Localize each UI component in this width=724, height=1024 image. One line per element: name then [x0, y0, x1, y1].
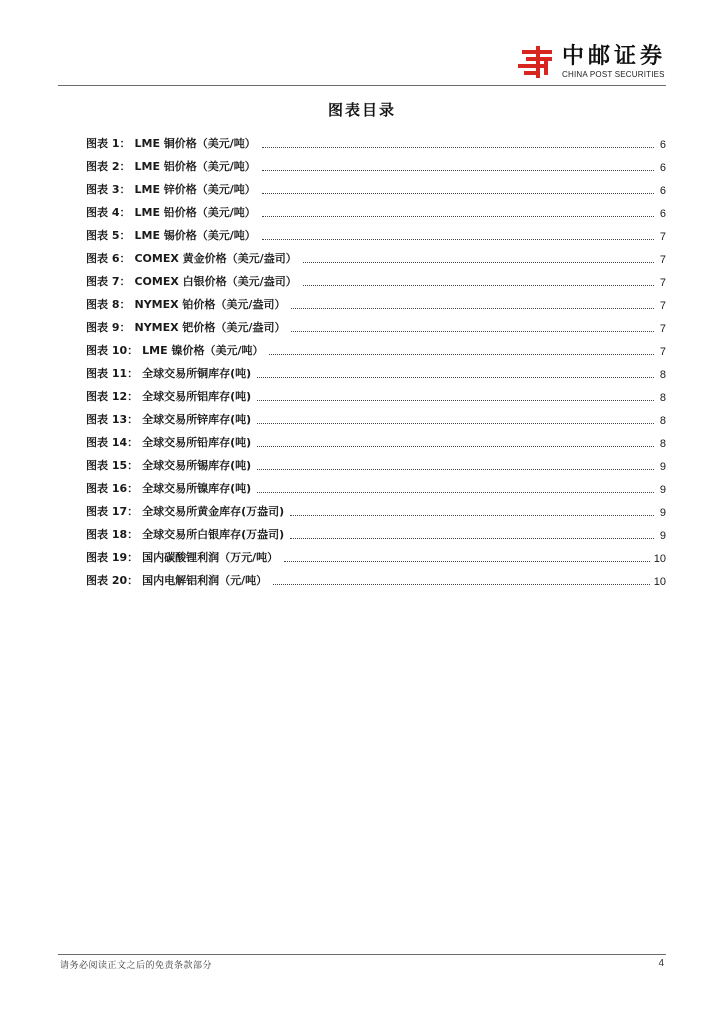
toc-entry-page: 10 — [653, 553, 666, 565]
toc-entry-label: 图表 20： — [86, 574, 139, 587]
toc-entry[interactable] — [86, 312, 666, 335]
toc-dot-leader — [257, 377, 654, 378]
toc-entry-page: 9 — [659, 507, 666, 519]
toc-dot-leader — [303, 285, 654, 286]
toc-entry[interactable] — [86, 174, 666, 197]
toc-entry[interactable] — [86, 404, 666, 427]
toc-entry-page: 7 — [659, 277, 666, 289]
toc-entry-title: 全球交易所铝库存(吨) — [142, 390, 252, 403]
toc-dot-leader — [257, 423, 654, 424]
toc-entry-title: LME 铅价格（美元/吨） — [134, 206, 256, 219]
toc-entry-label: 图表 9： — [86, 321, 131, 334]
toc-entry-page: 9 — [659, 461, 666, 473]
toc-entry[interactable] — [86, 335, 666, 358]
toc-entry[interactable] — [86, 358, 666, 381]
toc-entry-title: NYMEX 钯价格（美元/盎司） — [134, 321, 286, 334]
toc-entry[interactable] — [86, 496, 666, 519]
toc-entry[interactable] — [86, 197, 666, 220]
toc-entry-title: LME 铝价格（美元/吨） — [134, 160, 256, 173]
toc-dot-leader — [291, 331, 654, 332]
toc-dot-leader — [257, 492, 654, 493]
toc-entry-title: COMEX 白银价格（美元/盎司） — [134, 275, 297, 288]
toc-entry-label: 图表 15： — [86, 459, 139, 472]
toc-dot-leader — [273, 584, 650, 585]
toc-entry-title: LME 锡价格（美元/吨） — [134, 229, 256, 242]
toc-entry[interactable] — [86, 128, 666, 151]
toc-entry-title: 全球交易所铅库存(吨) — [142, 436, 252, 449]
toc-entry-title: NYMEX 铂价格（美元/盎司） — [134, 298, 286, 311]
footer-disclaimer: 请务必阅读正文之后的免责条款部分 — [60, 961, 213, 971]
footer-divider — [58, 954, 666, 955]
toc-dot-leader — [262, 170, 654, 171]
toc-entry-title: 全球交易所锌库存(吨) — [142, 413, 252, 426]
toc-entry[interactable] — [86, 565, 666, 588]
page-header — [0, 0, 724, 86]
toc-entry-title: 全球交易所镍库存(吨) — [142, 482, 252, 495]
toc-dot-leader — [257, 400, 654, 401]
toc-entry-label: 图表 16： — [86, 482, 139, 495]
toc-entry-page: 8 — [659, 392, 666, 404]
toc-entry-page: 8 — [659, 438, 666, 450]
toc-entry-page: 10 — [653, 576, 666, 588]
toc-entry-label: 图表 6： — [86, 252, 131, 265]
toc-entry-label: 图表 19： — [86, 551, 139, 564]
toc-entry[interactable] — [86, 381, 666, 404]
toc-entry-title: 全球交易所黄金库存(万盎司) — [142, 505, 285, 518]
toc-dot-leader — [284, 561, 650, 562]
toc-dot-leader — [269, 354, 654, 355]
table-of-figures — [86, 128, 666, 588]
china-post-logo-icon — [518, 44, 556, 80]
toc-entry-page: 7 — [659, 300, 666, 312]
page-number: 4 — [658, 958, 664, 969]
toc-entry[interactable] — [86, 473, 666, 496]
toc-entry-page: 7 — [659, 346, 666, 358]
toc-entry-title: 国内电解铝利润（元/吨） — [142, 574, 268, 587]
toc-entry-page: 6 — [659, 185, 666, 197]
toc-dot-leader — [257, 446, 654, 447]
toc-dot-leader — [303, 262, 654, 263]
toc-entry[interactable] — [86, 542, 666, 565]
toc-dot-leader — [262, 216, 654, 217]
toc-entry-label: 图表 12： — [86, 390, 139, 403]
toc-entry-page: 7 — [659, 231, 666, 243]
toc-entry-page: 8 — [659, 369, 666, 381]
toc-entry-page: 6 — [659, 208, 666, 220]
toc-heading: 图表目录 — [327, 101, 396, 119]
toc-entry-page: 9 — [659, 530, 666, 542]
toc-dot-leader — [262, 239, 654, 240]
toc-entry-label: 图表 2： — [86, 160, 131, 173]
toc-entry-label: 图表 5： — [86, 229, 131, 242]
toc-entry-title: LME 镍价格（美元/吨） — [142, 344, 264, 357]
toc-entry-title: 全球交易所铜库存(吨) — [142, 367, 252, 380]
toc-dot-leader — [257, 469, 654, 470]
toc-entry-label: 图表 10： — [86, 344, 139, 357]
toc-entry-title: COMEX 黄金价格（美元/盎司） — [134, 252, 297, 265]
toc-entry-label: 图表 14： — [86, 436, 139, 449]
logo-chinese-name: 中邮证券 — [561, 43, 666, 69]
toc-entry[interactable] — [86, 289, 666, 312]
logo-english-name: CHINA POST SECURITIES — [561, 69, 665, 79]
toc-entry-title: 国内碳酸锂利润（万元/吨） — [142, 551, 279, 564]
toc-entry-page: 6 — [659, 139, 666, 151]
toc-dot-leader — [262, 147, 654, 148]
toc-entry-page: 7 — [659, 323, 666, 335]
toc-entry-label: 图表 7： — [86, 275, 131, 288]
toc-entry-page: 7 — [659, 254, 666, 266]
toc-entry-label: 图表 1： — [86, 137, 131, 150]
toc-entry-label: 图表 18： — [86, 528, 139, 541]
company-logo — [518, 44, 666, 80]
toc-entry-label: 图表 8： — [86, 298, 131, 311]
toc-dot-leader — [290, 515, 654, 516]
toc-entry-title: LME 锌价格（美元/吨） — [134, 183, 256, 196]
toc-entry-label: 图表 13： — [86, 413, 139, 426]
toc-entry-title: 全球交易所锡库存(吨) — [142, 459, 252, 472]
toc-dot-leader — [262, 193, 654, 194]
toc-entry[interactable] — [86, 220, 666, 243]
toc-entry[interactable] — [86, 427, 666, 450]
toc-entry[interactable] — [86, 266, 666, 289]
toc-entry[interactable] — [86, 151, 666, 174]
toc-entry-title: 全球交易所白银库存(万盎司) — [142, 528, 285, 541]
toc-entry-label: 图表 11： — [86, 367, 139, 380]
toc-entry-page: 6 — [659, 162, 666, 174]
toc-entry-title: LME 铜价格（美元/吨） — [134, 137, 256, 150]
toc-dot-leader — [290, 538, 654, 539]
toc-entry-page: 8 — [659, 415, 666, 427]
toc-entry-label: 图表 17： — [86, 505, 139, 518]
header-divider — [58, 85, 666, 86]
toc-entry-page: 9 — [659, 484, 666, 496]
toc-dot-leader — [291, 308, 654, 309]
toc-entry[interactable] — [86, 243, 666, 266]
toc-entry-label: 图表 3： — [86, 183, 131, 196]
toc-entry-label: 图表 4： — [86, 206, 131, 219]
toc-entry[interactable] — [86, 450, 666, 473]
toc-entry[interactable] — [86, 519, 666, 542]
